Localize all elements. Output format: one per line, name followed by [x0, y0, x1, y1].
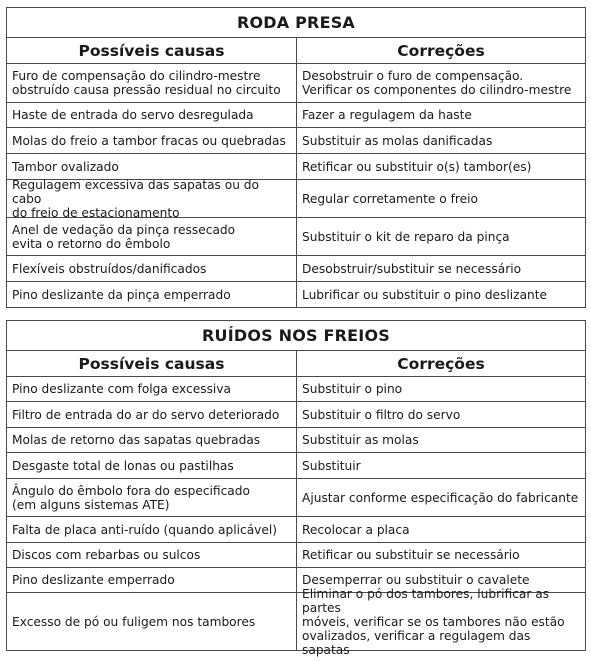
cause-cell: Regulagem excessiva das sapatas ou do cabo do freio de estacionamento — [7, 180, 297, 217]
fix-cell: Retificar ou substituir o(s) tambor(es) — [302, 159, 532, 174]
fix-cell: Desobstruir/substituir se necessário — [302, 261, 522, 276]
table-row — [7, 282, 585, 307]
cause-cell: Molas do freio a tambor fracas ou quebradas — [7, 128, 297, 153]
fix-cell: Substituir o pino — [302, 382, 403, 396]
table-row — [7, 154, 585, 180]
fix-cell: Recolocar a placa — [302, 522, 410, 537]
fix-cell: Fazer a regulagem da haste — [302, 108, 472, 122]
table-row — [7, 586, 585, 657]
fix-cell: Desobstruir o furo de compensação. Verificar os componentes do cilindro-mestre — [302, 69, 572, 97]
cause-cell: Discos com rebarbas ou sulcos — [7, 543, 297, 567]
fix-cell: Desemperrar ou substituir o cavalete — [302, 573, 530, 587]
table-row — [7, 218, 585, 256]
cause-cell: Molas de retorno das sapatas quebradas — [7, 428, 297, 452]
table-row — [7, 543, 585, 568]
cause-cell: Ângulo do êmbolo fora do especificado (em alguns sistemas ATE) — [7, 479, 297, 516]
column-header-fixes: Correções — [397, 41, 485, 60]
fix-cell: Substituir o kit de reparo da pinça — [302, 229, 510, 244]
column-header-causes: Possíveis causas — [7, 38, 297, 63]
fix-cell: Substituir — [302, 458, 361, 473]
table-row — [7, 177, 585, 220]
table-row — [7, 256, 585, 282]
fix-cell: Ajustar conforme especificação do fabricante — [302, 490, 579, 505]
fix-cell: Retificar ou substituir se necessário — [302, 548, 520, 562]
cause-cell: Pino deslizante da pinça emperrado — [7, 282, 297, 307]
fix-cell: Substituir as molas — [302, 433, 419, 447]
section-title: RUÍDOS NOS FREIOS — [7, 321, 585, 351]
column-header-causes: Possíveis causas — [7, 351, 297, 376]
cause-cell: Pino deslizante emperrado — [7, 568, 297, 592]
cause-cell: Anel de vedação da pinça ressecado evita o retorno do êmbolo — [7, 218, 297, 255]
table-row — [7, 517, 585, 543]
table-row — [7, 479, 585, 517]
cause-cell: Furo de compensação do cilindro-mestre obstruído causa pressão residual no circuito — [7, 64, 297, 102]
fix-cell: Eliminar o pó dos tambores, lubrificar as partes móveis, verificar se os tambores não estão ovalizados, verificar a regulagem das sapatas — [302, 586, 565, 657]
table-roda-presa — [6, 7, 586, 308]
table-row — [7, 128, 585, 154]
cause-cell: Falta de placa anti-ruído (quando aplicável) — [7, 517, 297, 542]
table-header-row — [7, 38, 585, 64]
table-row — [7, 428, 585, 453]
table-header-row — [7, 351, 585, 377]
cause-cell: Filtro de entrada do ar do servo deteriorado — [7, 402, 297, 427]
table-row — [7, 64, 585, 103]
fix-cell: Regular corretamente o freio — [302, 191, 479, 206]
fix-cell: Substituir as molas danificadas — [302, 133, 493, 148]
table-row — [7, 103, 585, 128]
cause-cell: Flexíveis obstruídos/danificados — [7, 256, 297, 281]
cause-cell: Desgaste total de lonas ou pastilhas — [7, 453, 297, 478]
cause-cell: Tambor ovalizado — [7, 154, 297, 179]
cause-cell: Haste de entrada do servo desregulada — [7, 103, 297, 127]
table-ruidos-nos-freios — [6, 320, 586, 657]
table-row — [7, 377, 585, 402]
fix-cell: Substituir o filtro do servo — [302, 407, 461, 422]
cause-cell: Pino deslizante com folga excessiva — [7, 377, 297, 401]
table-row — [7, 402, 585, 428]
table-row — [7, 453, 585, 479]
section-title: RODA PRESA — [7, 8, 585, 38]
column-header-fixes: Correções — [397, 354, 485, 373]
fix-cell: Lubrificar ou substituir o pino deslizante — [302, 287, 548, 302]
cause-cell: Excesso de pó ou fuligem nos tambores — [7, 593, 297, 650]
